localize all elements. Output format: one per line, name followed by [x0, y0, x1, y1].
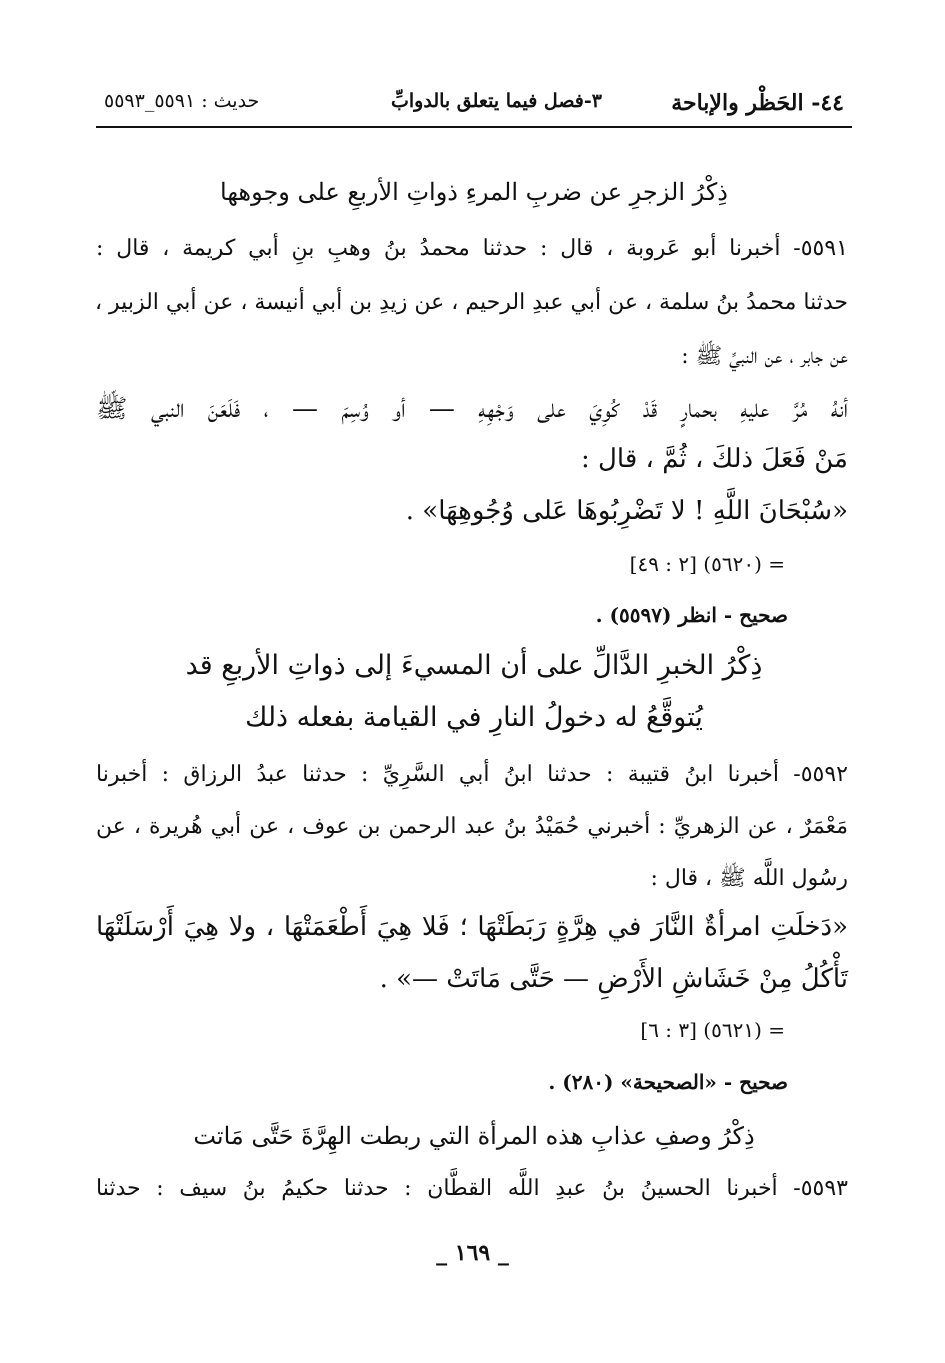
page-number: _ ١٦٩ _	[436, 1240, 509, 1266]
hadith-range: حديث : ٥٥٩١_٥٥٩٣	[104, 90, 260, 112]
header-divider	[96, 126, 852, 128]
grading-note: صحيح - «الصحيحة» (٢٨٠) .	[548, 1070, 788, 1094]
isnad-line: عن جابر ، عن النبيِّ ﷺ :	[681, 344, 848, 369]
isnad-line: ٥٥٩٢- أخبرنا ابنُ قتيبة : حدثنا ابنُ أبي السَّرِيِّ : حدثنا عبدُ الرزاق : أخبرنا	[96, 762, 848, 787]
chapter-heading: يُتوقَّعُ له دخولُ النارِ في القيامة بفعله ذلك	[245, 702, 703, 733]
chapter-title: ٤٤- الحَظْر والإباحة	[671, 90, 844, 116]
running-header	[96, 86, 852, 122]
chapter-heading: ذِكْرُ الزجرِ عن ضربِ المرءِ ذواتِ الأربعِ على وجوهها	[220, 178, 728, 206]
section-title: ٣-فصل فيما يتعلق بالدوابِّ	[391, 90, 602, 112]
isnad-line: مَعْمَرٌ ، عن الزهريِّ : أخبرني حُمَيْدُ بنُ عبد الرحمن بن عوف ، عن أبي هُريرة ، عن	[96, 814, 848, 839]
chapter-heading: ذِكْرُ وصفِ عذابِ هذه المرأة التي ربطت الهِرَّةَ حَتَّى مَاتت	[193, 1122, 755, 1150]
matn-line: «دَخلَتِ امرأةٌ النَّارَ في هِرَّةٍ رَبَطَتْهَا ؛ فَلا هِيَ أَطْعَمَتْهَا ، ولا هِيَ أَرْسَلَتْهَا	[96, 912, 848, 942]
matn-line: «سُبْحَانَ اللَّهِ ! لا تَضْرِبُوهَا عَلى وُجُوهِهَا» .	[405, 496, 848, 526]
matn-line: أنهُ مُرَّ عليهِ بحمارٍ قَدْ كُوِيَ على وَجْهِهِ — أو وُسِمَ — ، فَلَعَنَ النبي ﷺ	[96, 394, 848, 424]
matn-line: مَنْ فَعَلَ ذلكَ ، ثُمَّ ، قال :	[581, 444, 848, 474]
matn-line: تَأْكُلُ مِنْ خَشَاشِ الأَرْضِ — حَتَّى مَاتَتْ —» .	[379, 964, 848, 994]
chapter-heading: ذِكْرُ الخبرِ الدَّالِّ على أن المسيءَ إلى ذواتِ الأربعِ قد	[185, 650, 763, 681]
cross-reference: = (٥٦٢٠) [٢ : ٤٩]	[629, 552, 785, 576]
isnad-line: ٥٥٩١- أخبرنا أبو عَروبة ، قال : حدثنا محمدُ بنُ وهبِ بنِ أبي كريمة ، قال :	[96, 236, 848, 261]
isnad-line: حدثنا محمدُ بنُ سلمة ، عن أبي عبدِ الرحيم ، عن زيدِ بن أبي أنيسة ، عن أبي الزبير ،	[94, 290, 848, 315]
cross-reference: = (٥٦٢١) [٣ : ٦]	[640, 1018, 785, 1042]
isnad-line: رسُول اللَّه ﷺ ، قال :	[650, 866, 848, 891]
isnad-line: ٥٥٩٣- أخبرنا الحسينُ بنُ عبدِ اللَّه القطَّان : حدثنا حكيمُ بنُ سيف : حدثنا	[96, 1176, 848, 1201]
grading-note: صحيح - انظر (٥٥٩٧) .	[595, 603, 788, 627]
